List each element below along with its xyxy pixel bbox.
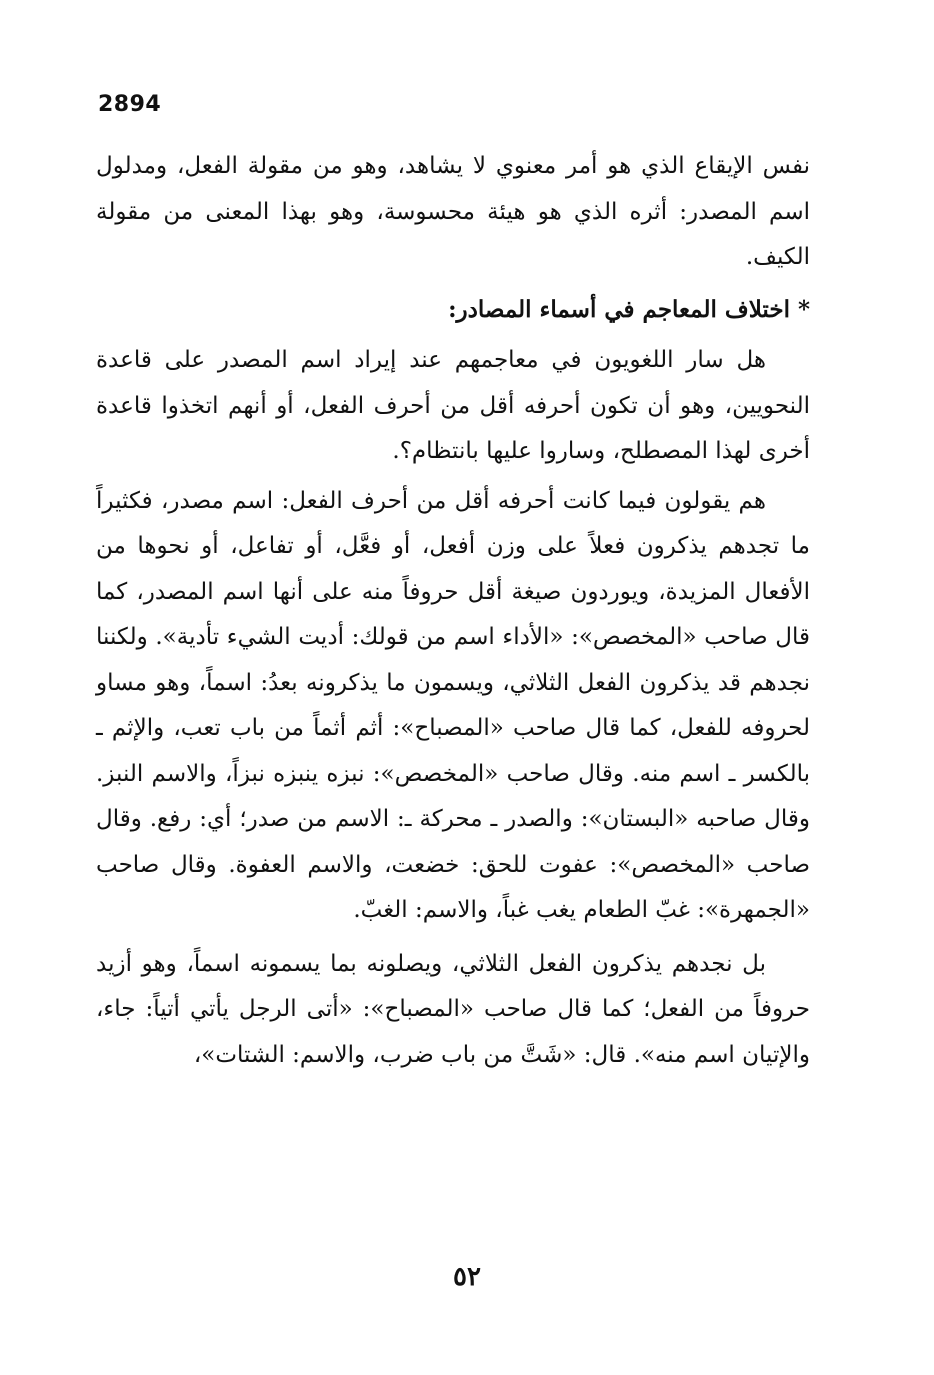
- paragraph-2: هم يقولون فيما كانت أحرفه أقل من أحرف الفعل: اسم مصدر، فكثيراً ما تجدهم يذكرون فعلاً على وزن أفعل، أو فعَّل، أو تفاعل، أو نحوها من الأفعال المزيدة، ويوردون صيغة أقل حروفاً منه على أنها اسم المصدر، كما قال صاحب «المخصص»: «الأداء اسم من قولك: أديت الشيء تأدية». ولكننا نجدهم قد يذكرون الفعل الثلاثي، ويسمون ما يذكرونه بعدُ: اسماً، وهو مساو لحروفه للفعل، كما قال صاحب «المصباح»: أثم أثماً من باب تعب، والإثم ـ بالكسر ـ اسم منه. وقال صاحب «المخصص»: نبزه ينبزه نبزاً، والاسم النبز. وقال صاحبه «البستان»: والصدر ـ محركة ـ: الاسم من صدر؛ أي: رفع. وقال صاحب «المخصص»: عفوت للحق: خضعت، والاسم العفوة. وقال صاحب «الجمهرة»: غبّ الطعام يغب غباً، والاسم: الغبّ.: [96, 487, 810, 923]
- paragraph-1: هل سار اللغويون في معاجمهم عند إيراد اسم المصدر على قاعدة النحويين، وهو أن تكون أحرفه أقل من أحرف الفعل، أو أنهم اتخذوا قاعدة أخرى لهذا المصطلح، وساروا عليها بانتظام؟.: [96, 347, 810, 464]
- section-heading: * اختلاف المعاجم في أسماء المصادر:: [448, 295, 810, 323]
- paragraph-3: بل نجدهم يذكرون الفعل الثلاثي، ويصلونه بما يسمونه اسماً، وهو أزيد حروفاً من الفعل؛ كما قال صاحب «المصباح»: «أتى الرجل يأتي أتياً: جاء، والإتيان اسم منه». قال: «شَتَّ من باب ضرب، والاسم: الشتات»،: [96, 950, 810, 1068]
- intro-paragraph: نفس الإيقاع الذي هو أمر معنوي لا يشاهد، وهو من مقولة الفعل، ومدلول اسم المصدر: أثره الذي هو هيئة محسوسة، وهو بهذا المعنى من مقولة الكيف.: [96, 153, 810, 270]
- document-body: [96, 144, 810, 1078]
- page-number-top: 2894: [98, 92, 162, 117]
- page-number-bottom: ٥٢: [453, 1262, 481, 1292]
